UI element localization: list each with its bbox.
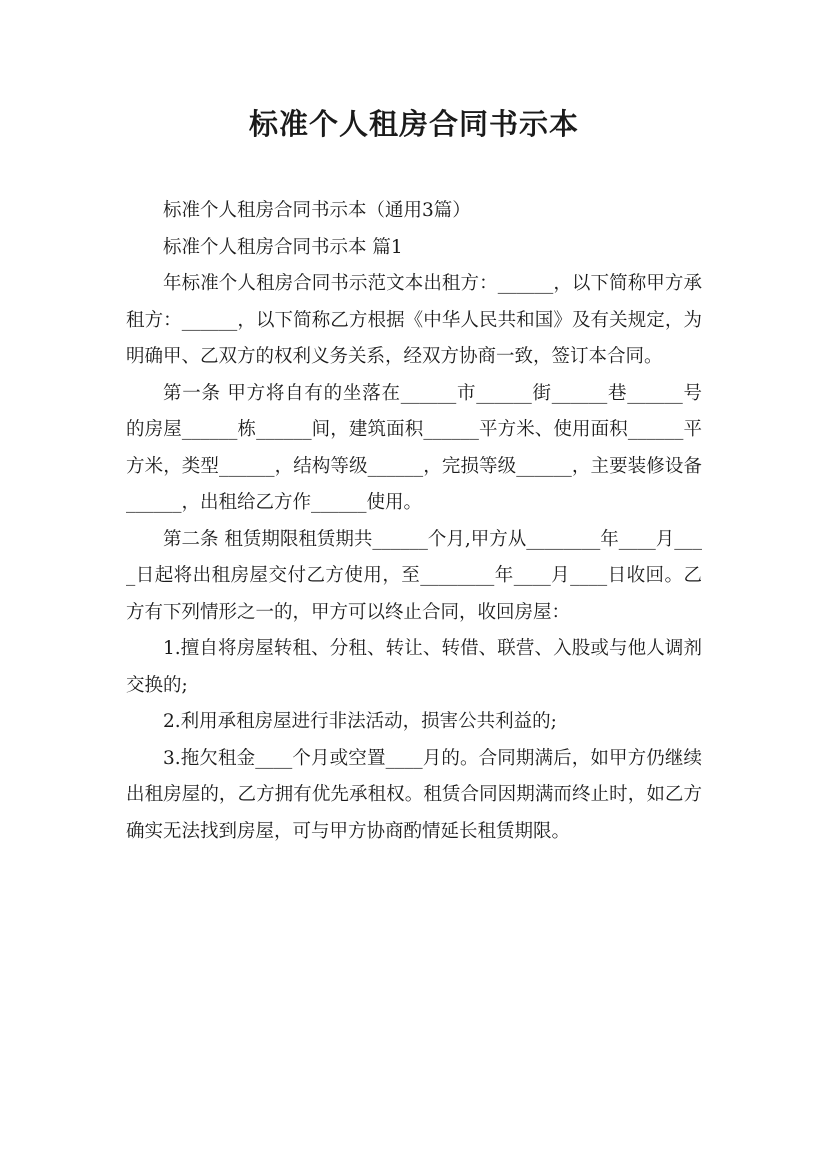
paragraph-item-1: 1.擅自将房屋转租、分租、转让、转借、联营、入股或与他人调剂交换的;	[126, 638, 702, 696]
document-title: 标准个人租房合同书示本	[248, 107, 579, 141]
paragraph-article-1: 第一条 甲方将自有的坐落在______市______街______巷______号的房屋______栋______间，建筑面积______平方米、使用面积______平方米，类型______，结构等级______，完损等级______，主要装修设备______，出租给乙方作______使用。	[126, 382, 702, 513]
paragraph-article-2: 第二条 租赁期限租赁期共______个月,甲方从________年____月____日起将出租房屋交付乙方使用，至________年____月____日收回。乙方有下列情形之一的，甲方可以终止合同，收回房屋：	[126, 528, 703, 623]
paragraph-item-2: 2.利用承租房屋进行非法活动，损害公共利益的;	[163, 711, 557, 732]
document-body	[126, 193, 702, 850]
paragraph-subtitle: 标准个人租房合同书示本（通用3篇）	[163, 200, 471, 221]
paragraph-item-3: 3.拖欠租金____个月或空置____月的。合同期满后，如甲方仍继续出租房屋的，乙方拥有优先承租权。租赁合同因期满而终止时，如乙方确实无法找到房屋，可与甲方协商酌情延长租赁期限。	[126, 747, 702, 842]
paragraph-part-heading: 标准个人租房合同书示本 篇1	[163, 236, 403, 258]
paragraph-preamble: 年标准个人租房合同书示范文本出租方：______，以下简称甲方承租方：______，以下简称乙方根据《中华人民共和国》及有关规定，为明确甲、乙双方的权利义务关系，经双方协商一致，签订本合同。	[126, 273, 702, 367]
